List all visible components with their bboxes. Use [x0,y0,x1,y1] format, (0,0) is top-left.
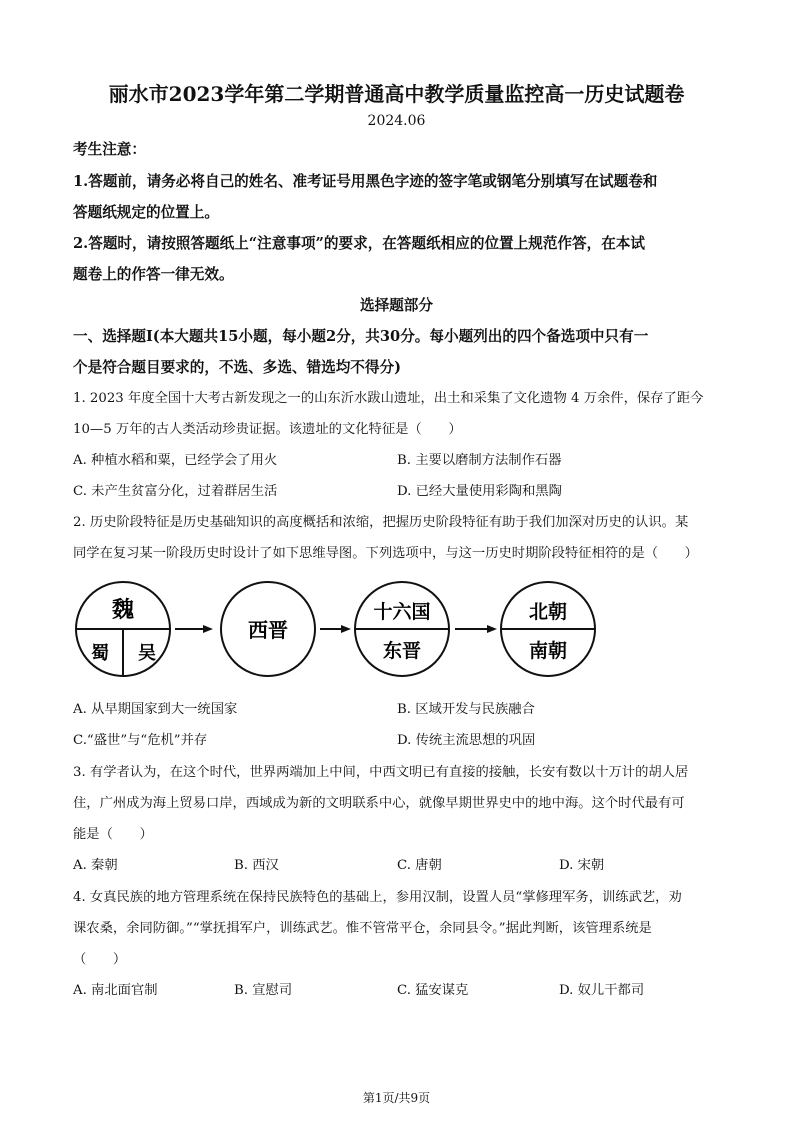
part-instructions: 一、选择题Ⅰ(本大题共15小题，每小题2分，共30分。每小题列出的四个备选项中只有一 [73,328,649,345]
label-wu: 吴 [138,643,156,664]
q2-option-a: A. 从早期国家到大一统国家 [73,702,238,717]
exam-date: 2024.06 [367,113,426,129]
label-nanchao: 南朝 [528,640,568,662]
label-wei: 魏 [111,597,135,623]
question-1-text: 10—5 万年的古人类活动珍贵证据。该遗址的文化特征是（ ） [73,422,462,437]
q1-option-a: A. 种植水稻和粟，已经学会了用火 [73,453,278,468]
question-3-text: 3. 有学者认为，在这个时代，世界两端加上中间，中西文明已有直接的接触，长安有数以十万计的胡人居 [73,765,689,780]
arrow-icon [203,625,213,633]
q2-option-d: D. 传统主流思想的巩固 [397,733,536,748]
section-title: 选择题部分 [360,297,433,314]
q1-option-b: B. 主要以磨制方法制作石器 [397,453,562,468]
q4-option-b: B. 宣慰司 [234,983,293,998]
notice-heading: 考生注意： [73,141,146,158]
q2-option-b: B. 区域开发与民族融合 [397,702,535,717]
notice-line: 答题纸规定的位置上。 [73,204,219,221]
q4-option-a: A. 南北面官制 [73,983,158,998]
question-4-text: 4. 女真民族的地方管理系统在保持民族特色的基础上，参用汉制，设置人员“掌修理军务，训练武艺，劝 [73,890,682,905]
q4-option-c: C. 猛安谋克 [397,983,469,998]
q1-option-c: C. 未产生贫富分化，过着群居生活 [73,484,278,499]
question-2-text: 同学在复习某一阶段历史时设计了如下思维导图。下列选项中，与这一历史时期阶段特征相符的是（ ） [73,546,698,561]
notice-line: 题卷上的作答一律无效。 [73,266,234,283]
arrow-icon [341,625,351,633]
q3-option-a: A. 秦朝 [73,858,118,873]
part-instructions: 个是符合题目要求的，不选、多选、错选均不得分) [73,359,401,376]
q3-option-b: B. 西汉 [234,858,279,873]
q1-option-d: D. 已经大量使用彩陶和黑陶 [397,484,562,499]
label-shu: 蜀 [91,643,109,664]
question-1-text: 1. 2023 年度全国十大考古新发现之一的山东沂水跋山遗址，出土和采集了文化遗物 4 万余件，保存了距今 [73,391,704,406]
notice-line: 1.答题前，请务必将自己的姓名、准考证号用黑色字迹的签字笔或钢笔分别填写在试题卷和 [73,173,658,190]
q2-option-c: C.“盛世”与“危机”并存 [73,733,208,748]
question-3-text: 能是（ ） [73,827,153,842]
label-xijin: 西晋 [248,618,288,642]
arrow-icon [487,625,497,633]
exam-title: 丽水市2023学年第二学期普通高中教学质量监控高一历史试题卷 [108,82,685,106]
label-beichao: 北朝 [528,601,568,623]
question-2-text: 2. 历史阶段特征是历史基础知识的高度概括和浓缩，把握历史阶段特征有助于我们加深对历史的认识。某 [73,515,689,530]
mind-map-diagram [0,575,793,685]
q3-option-c: C. 唐朝 [397,858,442,873]
question-4-text: （ ） [73,952,127,967]
q3-option-d: D. 宋朝 [559,858,605,873]
label-dongjin: 东晋 [382,640,422,662]
question-4-text: 课农桑，余同防御。”“掌抚揖军户，训练武艺。惟不管常平仓，余同县令。”据此判断，该管理系统是 [73,921,652,936]
label-shiliuguo: 十六国 [373,601,431,623]
page-number: 第1页/共9页 [362,1091,431,1105]
notice-line: 2.答题时，请按照答题纸上“注意事项”的要求，在答题纸相应的位置上规范作答，在本试 [73,235,645,252]
question-3-text: 住，广州成为海上贸易口岸，西域成为新的文明联系中心，就像早期世界史中的地中海。这个时代最有可 [73,796,685,811]
q4-option-d: D. 奴儿干都司 [559,983,645,998]
